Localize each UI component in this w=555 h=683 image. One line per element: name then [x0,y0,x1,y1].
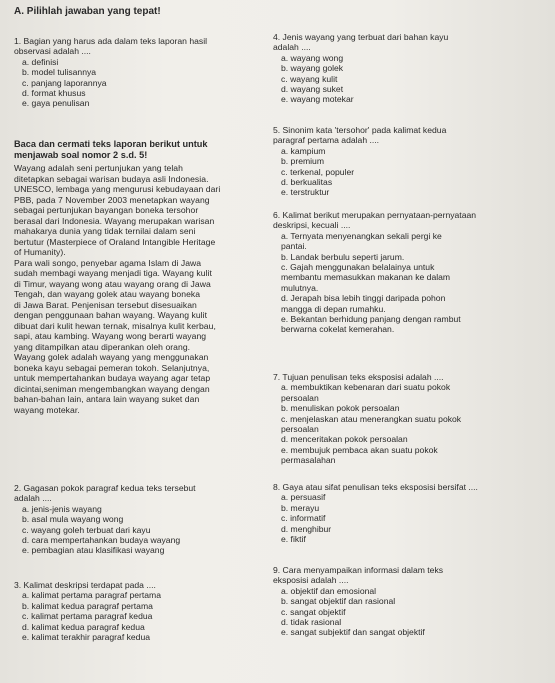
passage-line: Wayang adalah seni pertunjukan yang telah [14,163,183,173]
passage-line: UNESCO, lembaga yang mengurusi kebudayaan dari [14,184,221,194]
option-5b: b. premium [281,156,324,167]
option-8e: e. fiktif [281,534,306,545]
passage-line: Wayang golek adalah wayang yang menggunakan [14,352,209,362]
option-7b: b. menuliskan pokok persoalan [281,403,400,414]
passage-line: yang ditampilkan atau diperankan oleh orang. [14,341,191,352]
question-4-text: adalah .... [273,42,311,53]
question-8-text: 8. Gaya atau sifat penulisan teks eksposisi bersifat .... [273,482,478,492]
question-6 [273,210,476,335]
passage-line: berasal dari Indonesia. Wayang merupakan warisan [14,215,215,226]
option-1b: b. model tulisannya [22,67,97,78]
question-4 [273,32,448,105]
option-6c: membantu memasukkan makanan ke dalam [281,272,451,283]
passage-instruction-line: menjawab soal nomor 2 s.d. 5! [14,150,148,160]
option-9c: c. sangat objektif [281,606,346,617]
option-2a: a. jenis-jenis wayang [22,503,102,514]
question-2-text: 2. Gagasan pokok paragraf kedua teks tersebut [14,483,196,493]
option-1c: c. panjang laporannya [22,77,107,88]
passage-line: bertutur (Masterpiece of Oraland Intangible Heritage [14,236,216,247]
option-6a: a. Ternyata menyenangkan sekali pergi ke [281,230,442,241]
option-2c: c. wayang goleh terbuat dari kayu [22,524,151,535]
option-7d: d. menceritakan pokok persoalan [281,434,408,445]
option-7a: a. membuktikan kebenaran dari suatu pokok [281,382,451,393]
question-1-text: 1. Bagian yang harus ada dalam teks laporan hasil [14,36,208,46]
question-8 [273,482,478,544]
option-4e: e. wayang motekar [281,94,354,105]
option-6c: mulutnya. [281,282,319,293]
passage-line: of Humanity). [14,247,66,257]
section-heading: A. Pilihlah jawaban yang tepat! [14,6,161,17]
option-9d: d. tidak rasional [281,617,342,628]
option-4b: b. wayang golek [281,63,344,74]
option-3a: a. kalimat pertama paragraf pertama [22,590,161,601]
option-2b: b. asal mula wayang wong [22,514,124,525]
option-4c: c. wayang kulit [281,73,338,84]
option-5a: a. kampium [281,145,326,156]
question-6-text: 6. Kalimat berikut merupakan pernyataan-pernyataan [273,210,477,220]
passage-line: Tengah, dan wayang golek atau wayang boneka [14,289,201,299]
option-4d: d. wayang suket [281,84,344,95]
question-3-text: 3. Kalimat deskripsi terdapat pada .... [14,580,156,590]
option-5c: c. terkenal, populer [281,166,355,177]
option-3e: e. kalimat terakhir paragraf kedua [22,632,151,643]
question-4-text: 4. Jenis wayang yang terbuat dari bahan kayu [273,32,449,42]
option-3b: b. kalimat kedua paragraf pertama [22,600,153,611]
passage-instruction-line: Baca dan cermati teks laporan berikut untuk [14,139,208,149]
passage-line: Para wali songo, penyebar agama Islam di Jawa [14,257,202,268]
option-5d: d. berkualitas [281,177,333,188]
passage-line: boneka kayu sebagai pemeran tokoh. Selanjutnya, [14,362,210,373]
passage-line: untuk mempertahankan budaya wayang agar tetap [14,373,211,383]
option-6b: b. Landak berbulu seperti jarum. [281,251,405,262]
passage-line: di Jawa Barat. Penjenisan tersebut disesuaikan [14,299,197,310]
option-8a: a. persuasif [281,492,326,503]
option-2d: d. cara mempertahankan budaya wayang [22,535,181,546]
question-9 [273,565,443,638]
question-5-text: paragraf pertama adalah .... [273,135,380,146]
passage-line: mahakarya dunia yang tidak ternilai dalam seni [14,226,196,236]
passage-text [14,163,220,415]
option-5e: e. terstruktur [281,187,330,198]
passage-line: dicintai,seniman mengembangkan wayang dengan [14,383,210,394]
question-6-text: deskripsi, kecuali .... [273,220,351,231]
question-7-text: 7. Tujuan penulisan teks eksposisi adalah .... [273,372,444,382]
option-7e: e. membujuk pembaca akan suatu pokok [281,444,438,455]
option-3d: d. kalimat kedua paragraf kedua [22,621,145,632]
passage-instruction [14,139,208,161]
option-1d: d. format khusus [22,88,86,99]
passage-line: sebagai pertunjukan bayangan boneka tersohor [14,205,199,215]
option-6e: e. Bekantan berhidung panjang dengan rambut [281,314,461,325]
question-1 [14,36,207,109]
question-9-text: 9. Cara menyampaikan informasi dalam teks [273,565,444,575]
option-9a: a. objektif dan emosional [281,585,377,596]
question-7 [273,372,461,466]
option-9e: e. sangat subjektif dan sangat objektif [281,627,425,638]
option-8b: b. merayu [281,502,320,513]
option-1e: e. gaya penulisan [22,98,90,109]
option-8d: d. menghibur [281,523,332,534]
passage-line: dengan penggunaan bahan wayang. Wayang kulit [14,310,208,320]
question-9-text: eksposisi adalah .... [273,575,349,586]
passage-line: PBB, pada 7 November 2003 menetapkan wayang [14,194,210,205]
passage-line: sapi, atau kambing. Wayang wong berarti wayang [14,331,207,341]
question-2-text: adalah .... [14,493,52,504]
question-5-text: 5. Sinonim kata 'tersohor' pada kalimat kedua [273,125,447,135]
passage-line: bahan-bahan lain, antara lain wayang suket dan [14,394,200,404]
question-1-text: observasi adalah .... [14,46,91,57]
question-2 [14,483,196,556]
option-7c: persoalan [281,424,319,435]
option-6d: d. Jerapah bisa lebih tinggi daripada pohon [281,293,446,304]
passage-line: ditetapkan sebagai warisan budaya asli Indonesia. [14,173,209,184]
option-7e: permasalahan [281,455,336,466]
option-6c: c. Gajah menggunakan belalainya untuk [281,262,435,273]
option-6d: mangga di depan rumahku. [281,303,386,314]
option-4a: a. wayang wong [281,52,344,63]
passage-line: sudah membagi wayang menjadi tiga. Wayang kulit [14,268,212,278]
option-7c: c. menjelaskan atau menerangkan suatu pokok [281,413,462,424]
question-5 [273,125,446,198]
passage-line: wayang motekar. [14,404,80,415]
option-6e: berwarna cokelat kemerahan. [281,324,395,335]
passage-line: di Timur, wayang wong atau wayang orang di Jawa [14,278,211,289]
option-6a: pantai. [281,241,307,252]
option-8c: c. informatif [281,513,326,524]
option-1a: a. definisi [22,56,59,67]
passage-line: dibuat dari kulit hewan ternak, misalnya kulit kerbau, [14,320,216,331]
question-3 [14,580,161,642]
option-7a: persoalan [281,392,319,403]
option-2e: e. pembagian atau klasifikasi wayang [22,545,165,556]
option-9b: b. sangat objektif dan rasional [281,596,396,607]
option-3c: c. kalimat pertama paragraf kedua [22,611,153,622]
